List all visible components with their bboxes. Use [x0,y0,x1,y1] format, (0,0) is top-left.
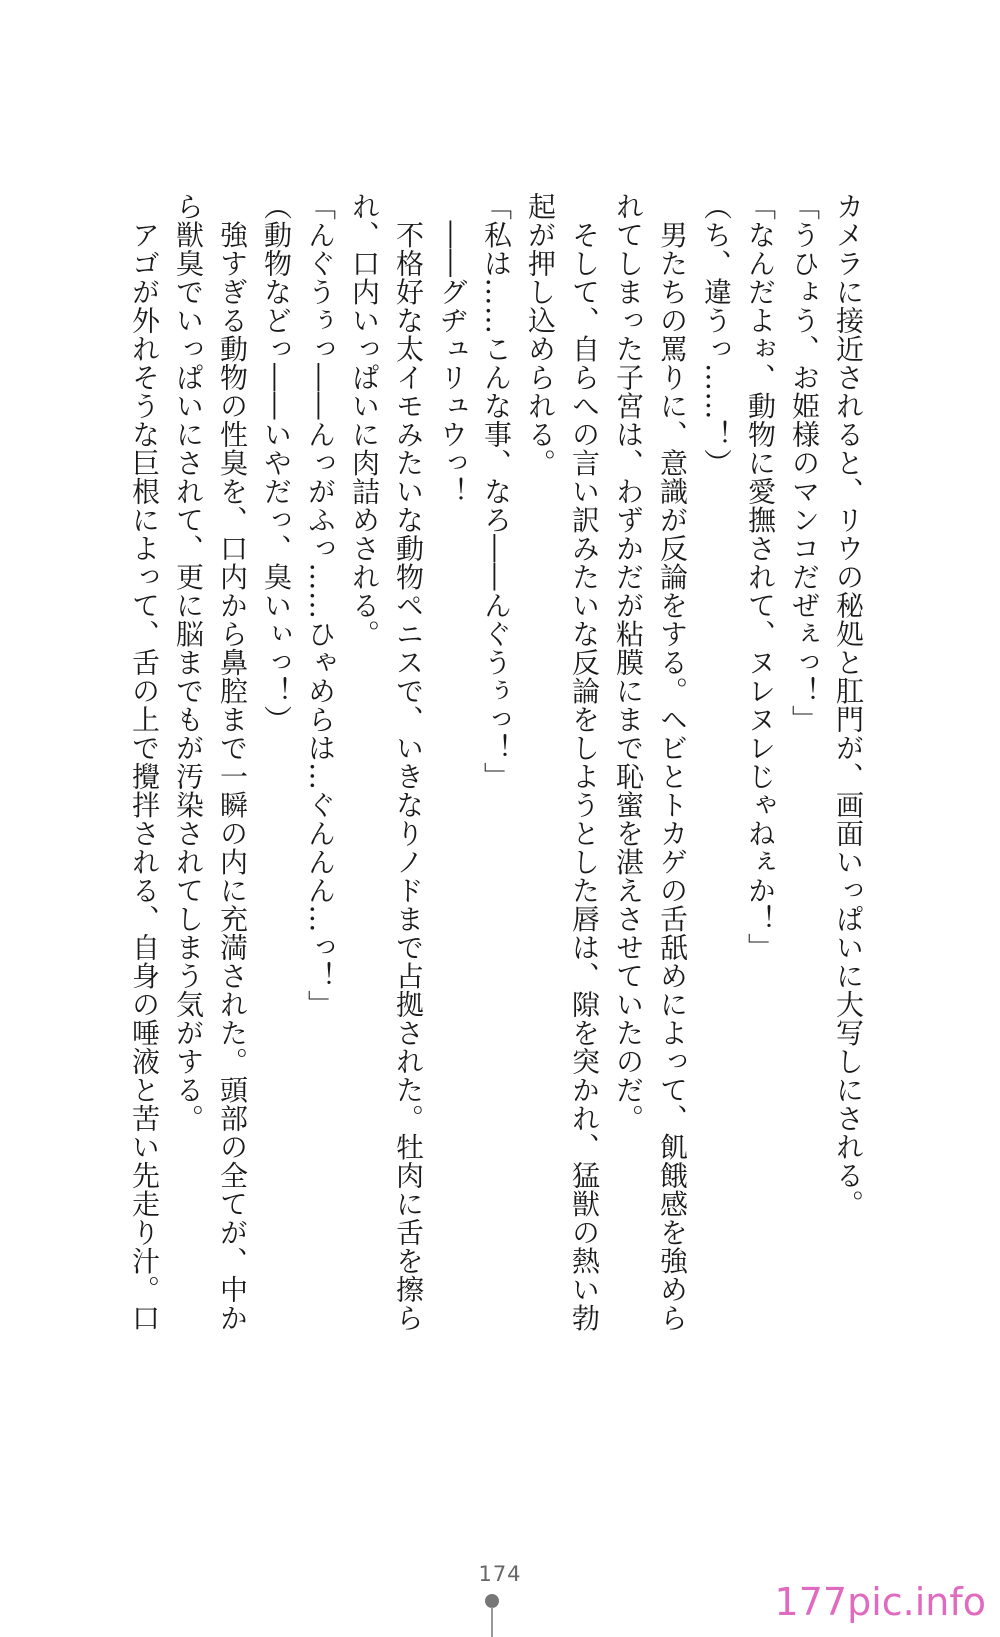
page-stem-divider [491,1607,493,1637]
text-line: 起が押し込められる。 [524,192,557,477]
text-line: ――グヂュリュウっ！ [436,192,469,506]
text-line: 不格好な太イモみたいな動物ペニスで、いきなりノドまで占拠された。牡肉に舌を擦ら [392,192,425,1332]
text-line: アゴが外れそうな巨根によって、舌の上で攪拌される、自身の唾液と苦い先走り汁。口 [128,192,161,1332]
text-line: 「んぐうぅっ――んっがふっ……ひゃめらは…ぐんんん…っ！」 [304,192,337,1019]
text-line: そして、自らへの言い訳みたいな反論をしようとした唇は、隙を突かれ、猛獣の熱い勃 [568,192,601,1332]
text-line: 強すぎる動物の性臭を、口内から鼻腔まで一瞬の内に充満された。頭部の全てが、中か [216,192,249,1332]
text-line: （ち、違うっ……！） [700,192,733,477]
text-line: 「なんだよぉ、動物に愛撫されて、ヌレヌレじゃねぇか！」 [744,192,777,962]
text-line: カメラに接近されると、リウの秘処と肛門が、画面いっぱいに大写しにされる。 [832,192,865,1218]
text-line: 「うひょう、お姫様のマンコだぜぇっ！」 [788,192,821,734]
page-number: 174 [478,1562,522,1586]
text-line: れ、口内いっぱいに肉詰めされる。 [348,192,381,648]
text-line: ら獣臭でいっぱいにされて、更に脳までもが汚染されてしまう気がする。 [172,192,205,1133]
page-dot-icon [485,1594,499,1608]
text-line: 「私は……こんな事、なろ――んぐうぅっ！」 [480,192,513,791]
watermark: 177pic.info [774,1580,986,1624]
text-line: （動物などっ――いやだっ、臭いぃっ！） [260,192,293,734]
vertical-text-body [110,192,870,1342]
text-line: れてしまった子宮は、わずかだが粘膜にまで恥蜜を湛えさせていたのだ。 [612,192,645,1133]
text-line: 男たちの罵りに、意識が反論をする。ヘビとトカゲの舌舐めによって、飢餓感を強めら [656,192,689,1332]
